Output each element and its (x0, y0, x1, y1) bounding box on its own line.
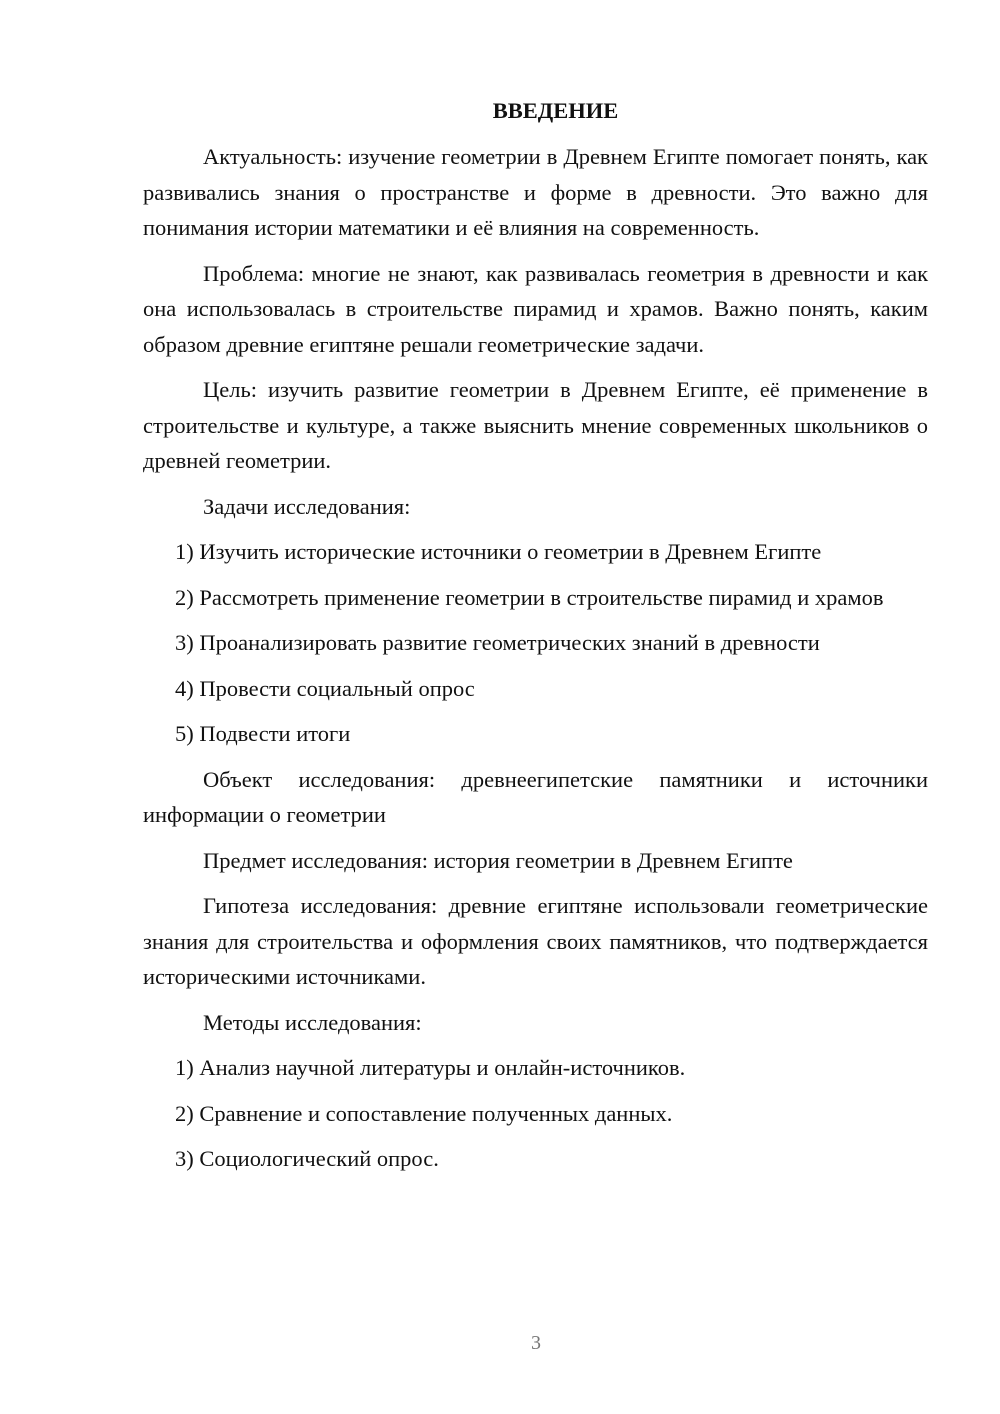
paragraph-goal: Цель: изучить развитие геометрии в Древнем Египте, её применение в строительстве и культуре, а также выяснить мнение современных школьников о древней геометрии. (143, 377, 928, 473)
task-item: 5) Подвести итоги (175, 721, 351, 746)
paragraph-subject: Предмет исследования: история геометрии в Древнем Египте (203, 847, 793, 873)
task-item: 4) Провести социальный опрос (175, 675, 475, 701)
task-item: 3) Проанализировать развитие геометрических знаний в древности (175, 630, 820, 655)
paragraph-hypothesis: Гипотеза исследования: древние египтяне использовали геометрические знания для строительства и оформления своих памятников, что подтверждается историческими источниками. (143, 893, 928, 989)
page-content (143, 93, 928, 1187)
paragraph-relevance: Актуальность: изучение геометрии в Древнем Египте помогает понять, как развивались знания о пространстве и форме в древности. Это важно для понимания истории математики и её влияния на современность. (143, 144, 928, 240)
method-item: 2) Сравнение и сопоставление полученных данных. (175, 1100, 673, 1126)
task-item: 1) Изучить исторические источники о геометрии в Древнем Египте (175, 539, 822, 564)
method-item: 1) Анализ научной литературы и онлайн-источников. (175, 1055, 686, 1080)
page-number: 3 (531, 1332, 541, 1354)
paragraph-problem: Проблема: многие не знают, как развивалась геометрия в древности и как она использовалась в строительстве пирамид и храмов. Важно понять, каким образом древние египтяне решали геометрические задачи. (143, 260, 928, 357)
methods-heading: Методы исследования: (203, 1009, 422, 1035)
page-title: ВВЕДЕНИЕ (492, 98, 619, 123)
method-item: 3) Социологический опрос. (175, 1146, 439, 1171)
task-item: 2) Рассмотреть применение геометрии в строительстве пирамид и храмов (175, 584, 884, 610)
tasks-heading: Задачи исследования: (203, 493, 411, 519)
paragraph-object: Объект исследования: древнеегипетские памятники и источники информации о геометрии (143, 766, 928, 827)
